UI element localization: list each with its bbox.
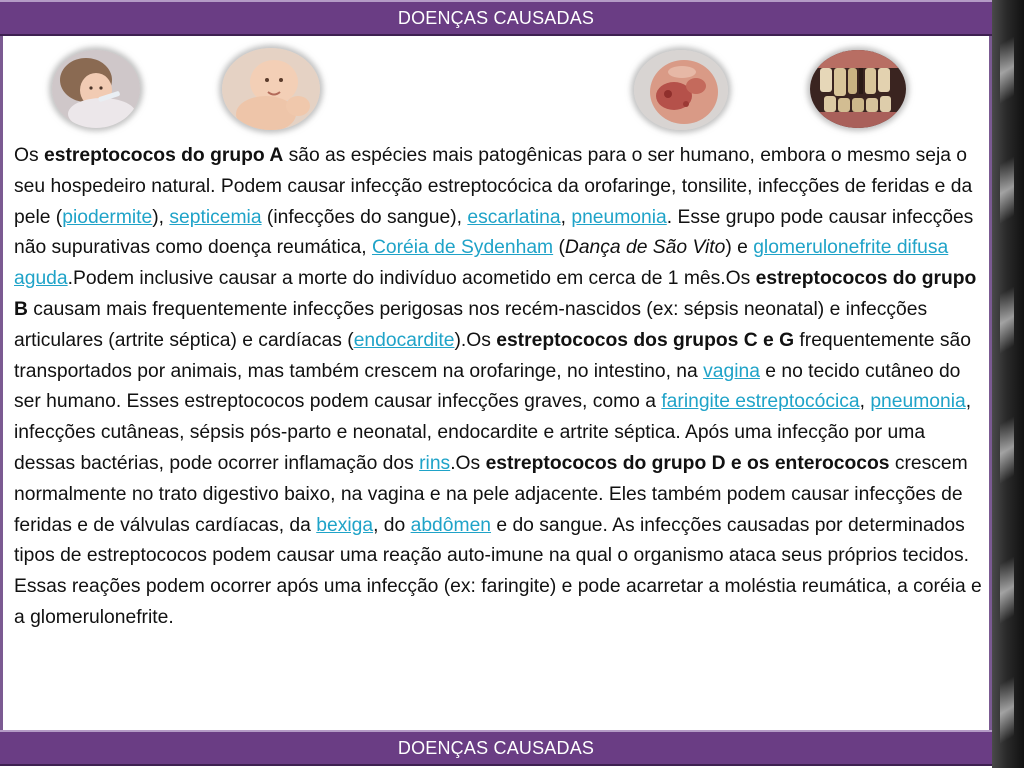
decorative-streak (1000, 36, 1014, 104)
decorative-streak (1000, 556, 1014, 624)
text-segment: crescem normalmente no trato digestivo baixo, na vagina e na pele adjacente. Eles também podem causar infecções de feridas e de válvulas cardíacas, da (14, 452, 968, 536)
footer-bar (0, 730, 992, 766)
text-segment: ), (152, 206, 170, 228)
footer-title: DOENÇAS CAUSADAS (397, 738, 595, 758)
decorative-streak (1000, 416, 1014, 484)
bold-term-group-d-enterococos: estreptococos do grupo D e os enterococos (485, 452, 890, 474)
text-segment: ) e (725, 237, 754, 259)
link-bexiga[interactable]: bexiga (316, 514, 374, 536)
link-pneumonia[interactable]: pneumonia (571, 206, 667, 228)
facial-skin-infection-photo (634, 50, 728, 130)
link-abdomen[interactable]: abdômen (410, 514, 492, 536)
link-piodermite[interactable]: piodermite (62, 206, 153, 228)
link-glomerulonefrite[interactable]: glomerulonefrite difusa aguda (14, 237, 949, 290)
bold-term-group-a: estreptococos do grupo A (44, 145, 284, 166)
link-faringite-estreptococica[interactable]: faringite estreptocócica (661, 391, 860, 413)
bold-term-group-b: estreptococos do grupo B (14, 268, 977, 320)
text-segment: , (560, 206, 572, 228)
decorative-streak (1000, 676, 1014, 744)
decorative-streak (1000, 156, 1014, 224)
link-pneumonia-2[interactable]: pneumonia (870, 391, 966, 413)
text-segment: e do sangue. As infecções causadas por determinados tipos de estreptococos podem causar uma reação auto-imune na qual o organismo ataca seus próprios tecidos. Essas reações podem ocorrer após uma infecção (ex: faringite) e pode acarretar a moléstia reumática, a coréia e a glomerulonefrite. (14, 514, 982, 628)
text-segment: . Esse grupo pode causar infecções não supurativas como doença reumática, (14, 206, 974, 259)
photo-strip (0, 44, 992, 134)
text-segment: são as espécies mais patogênicas para o ser humano, embora o mesmo seja o seu hospedeiro natural. Podem causar infecção estreptocócica da orofaringe, tonsilite, infecções de feridas e da pele ( (14, 145, 973, 228)
header-title: DOENÇAS CAUSADAS (397, 8, 595, 28)
text-segment: frequentemente são transportados por animais, mas também crescem na orofaringe, no intestino, na (14, 329, 971, 382)
text-segment: .Os (450, 452, 486, 474)
text-segment: , (859, 391, 871, 413)
link-coreia-de-sydenham[interactable]: Coréia de Sydenham (371, 237, 554, 259)
sick-child-thermometer-photo (52, 50, 140, 128)
text-segment: ( (553, 237, 565, 259)
text-segment: .Podem inclusive causar a morte do indivíduo acometido em cerca de 1 mês.Os (67, 268, 756, 290)
text-segment: ).Os (454, 329, 497, 351)
text-segment: causam mais frequentemente infecções perigosas nos recém-nascidos (ex: sépsis neonatal) e infecções articulares (artrite séptica) e cardíacas ( (14, 298, 928, 351)
damaged-teeth-photo (810, 50, 906, 128)
link-septicemia[interactable]: septicemia (169, 206, 262, 228)
link-vagina[interactable]: vagina (703, 360, 760, 382)
bold-term-groups-c-g: estreptococos dos grupos C e G (496, 329, 795, 351)
left-border (0, 36, 3, 730)
header-bar (0, 0, 992, 36)
text-segment: , do (373, 514, 411, 536)
infant-photo (222, 48, 320, 130)
italic-danca-de-sao-vito: Dança de São Vito (564, 237, 726, 259)
link-rins[interactable]: rins (419, 452, 451, 474)
link-endocardite[interactable]: endocardite (353, 329, 455, 351)
text-segment: , infecções cutâneas, sépsis pós-parto e neonatal, endocardite e artrite séptica. Após uma infecção por uma dessas bactérias, pode ocorrer inflamação dos (14, 391, 972, 474)
link-escarlatina[interactable]: escarlatina (467, 206, 561, 228)
decorative-streak (1000, 286, 1014, 354)
decorative-side-strip (992, 0, 1024, 768)
body-paragraph (14, 141, 986, 634)
text-segment: e no tecido cutâneo do ser humano. Esses estreptococos podem causar infecções graves, como a (14, 360, 961, 413)
text-segment: Os (14, 145, 44, 166)
text-segment: (infecções do sangue), (261, 206, 468, 228)
